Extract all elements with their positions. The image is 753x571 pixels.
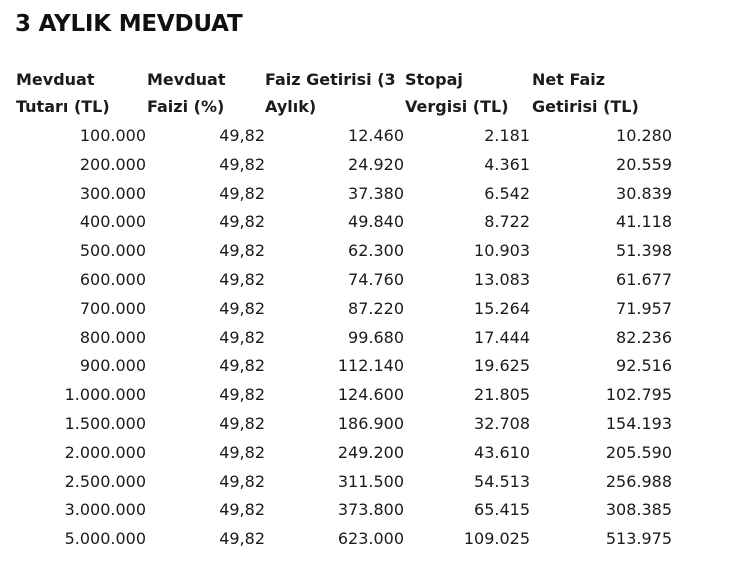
cell-interest-return: 62.300 xyxy=(348,241,404,261)
table-row xyxy=(15,410,672,439)
table-row xyxy=(15,468,672,497)
page xyxy=(15,8,735,549)
table-body xyxy=(15,122,672,554)
table-row xyxy=(15,381,672,410)
cell-withholding-tax: 10.903 xyxy=(474,241,530,261)
cell-withholding-tax: 4.361 xyxy=(484,154,530,174)
cell-interest-rate: 49,82 xyxy=(219,442,265,462)
cell-net-return: 41.118 xyxy=(616,212,672,232)
cell-withholding-tax: 8.722 xyxy=(484,212,530,232)
cell-interest-return: 87.220 xyxy=(348,298,404,318)
cell-deposit-amount: 900.000 xyxy=(79,356,146,376)
cell-deposit-amount: 2.500.000 xyxy=(64,471,146,491)
cell-interest-return: 311.500 xyxy=(337,471,404,491)
cell-net-return: 20.559 xyxy=(616,154,672,174)
header-interest-rate: Mevduat Faizi (%) xyxy=(147,70,226,116)
cell-interest-rate: 49,82 xyxy=(219,212,265,232)
cell-interest-return: 99.680 xyxy=(348,327,404,347)
cell-withholding-tax: 6.542 xyxy=(484,183,530,203)
cell-deposit-amount: 700.000 xyxy=(79,298,146,318)
cell-deposit-amount: 5.000.000 xyxy=(64,529,146,549)
cell-net-return: 82.236 xyxy=(616,327,672,347)
cell-withholding-tax: 13.083 xyxy=(474,269,530,289)
cell-deposit-amount: 800.000 xyxy=(79,327,146,347)
cell-interest-rate: 49,82 xyxy=(219,154,265,174)
cell-interest-return: 623.000 xyxy=(337,529,404,549)
cell-deposit-amount: 1.500.000 xyxy=(64,413,146,433)
table-row xyxy=(15,266,672,295)
cell-deposit-amount: 1.000.000 xyxy=(64,385,146,405)
cell-deposit-amount: 100.000 xyxy=(79,126,146,145)
cell-withholding-tax: 65.415 xyxy=(474,500,530,520)
cell-deposit-amount: 3.000.000 xyxy=(64,500,146,520)
header-interest-return: Faiz Getirisi (3 Aylık) xyxy=(265,70,396,116)
cell-interest-rate: 49,82 xyxy=(219,327,265,347)
cell-withholding-tax: 21.805 xyxy=(474,385,530,405)
cell-withholding-tax: 32.708 xyxy=(474,413,530,433)
cell-withholding-tax: 15.264 xyxy=(474,298,530,318)
cell-withholding-tax: 43.610 xyxy=(474,442,530,462)
cell-net-return: 51.398 xyxy=(616,241,672,261)
cell-interest-rate: 49,82 xyxy=(219,413,265,433)
cell-interest-rate: 49,82 xyxy=(219,298,265,318)
cell-interest-rate: 49,82 xyxy=(219,269,265,289)
cell-net-return: 10.280 xyxy=(616,126,672,145)
cell-withholding-tax: 19.625 xyxy=(474,356,530,376)
cell-net-return: 102.795 xyxy=(605,385,672,405)
cell-interest-rate: 49,82 xyxy=(219,385,265,405)
table-row xyxy=(15,525,672,554)
cell-interest-rate: 49,82 xyxy=(219,241,265,261)
table-row xyxy=(15,496,672,525)
table-row xyxy=(15,180,672,209)
page-title: 3 AYLIK MEVDUAT xyxy=(15,11,243,37)
table-row xyxy=(15,352,672,381)
table-row xyxy=(15,208,672,237)
cell-interest-rate: 49,82 xyxy=(219,356,265,376)
cell-interest-return: 37.380 xyxy=(348,183,404,203)
cell-interest-return: 373.800 xyxy=(337,500,404,520)
cell-deposit-amount: 500.000 xyxy=(79,241,146,261)
cell-net-return: 30.839 xyxy=(616,183,672,203)
cell-net-return: 308.385 xyxy=(605,500,672,520)
cell-interest-return: 49.840 xyxy=(348,212,404,232)
cell-net-return: 61.677 xyxy=(616,269,672,289)
cell-interest-rate: 49,82 xyxy=(219,500,265,520)
table-row xyxy=(15,237,672,266)
cell-net-return: 71.957 xyxy=(616,298,672,318)
cell-deposit-amount: 200.000 xyxy=(79,154,146,174)
cell-deposit-amount: 600.000 xyxy=(79,269,146,289)
cell-deposit-amount: 300.000 xyxy=(79,183,146,203)
cell-interest-return: 12.460 xyxy=(348,126,404,145)
cell-interest-return: 24.920 xyxy=(348,154,404,174)
cell-withholding-tax: 2.181 xyxy=(484,126,530,145)
cell-interest-return: 186.900 xyxy=(337,413,404,433)
cell-deposit-amount: 400.000 xyxy=(79,212,146,232)
cell-interest-rate: 49,82 xyxy=(219,126,265,145)
cell-deposit-amount: 2.000.000 xyxy=(64,442,146,462)
table-header-row xyxy=(15,66,672,122)
cell-withholding-tax: 17.444 xyxy=(474,327,530,347)
cell-interest-rate: 49,82 xyxy=(219,471,265,491)
cell-net-return: 92.516 xyxy=(616,356,672,376)
table-row xyxy=(15,151,672,180)
cell-interest-return: 112.140 xyxy=(337,356,404,376)
cell-withholding-tax: 54.513 xyxy=(474,471,530,491)
header-deposit-amount: Mevduat Tutarı (TL) xyxy=(16,70,110,116)
table-row xyxy=(15,295,672,324)
cell-net-return: 256.988 xyxy=(605,471,672,491)
cell-net-return: 154.193 xyxy=(605,413,672,433)
header-withholding-tax: Stopaj Vergisi (TL) xyxy=(405,70,509,116)
cell-net-return: 513.975 xyxy=(605,529,672,549)
cell-net-return: 205.590 xyxy=(605,442,672,462)
table-row xyxy=(15,324,672,353)
deposit-table xyxy=(15,66,672,554)
cell-interest-return: 124.600 xyxy=(337,385,404,405)
cell-withholding-tax: 109.025 xyxy=(463,529,530,549)
table-row xyxy=(15,122,672,151)
table-row xyxy=(15,439,672,468)
cell-interest-rate: 49,82 xyxy=(219,183,265,203)
header-net-return: Net Faiz Getirisi (TL) xyxy=(532,70,639,116)
cell-interest-rate: 49,82 xyxy=(219,529,265,549)
cell-interest-return: 74.760 xyxy=(348,269,404,289)
cell-interest-return: 249.200 xyxy=(337,442,404,462)
